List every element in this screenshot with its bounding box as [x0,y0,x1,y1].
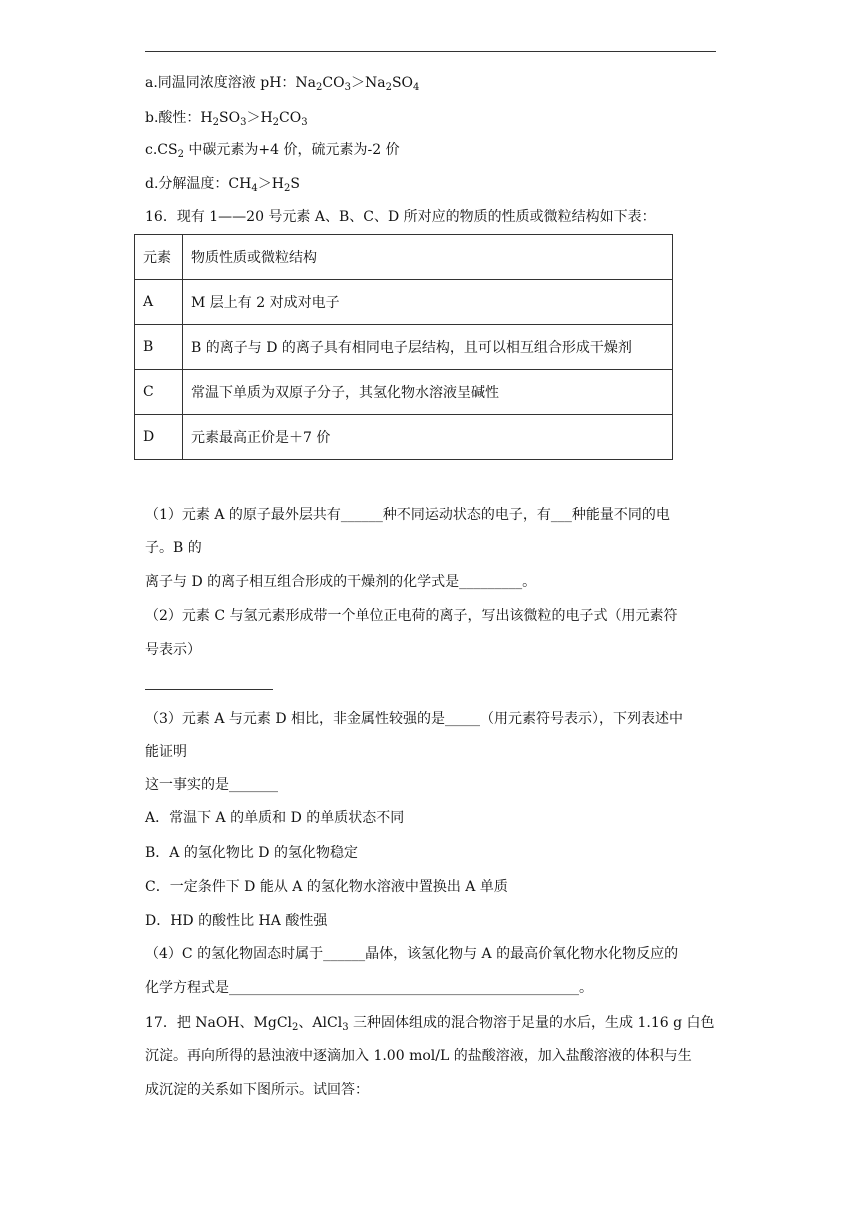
part-2-line-1: （2）元素 C 与氢元素形成带一个单位正电荷的离子，写出该微粒的电子式（用元素符 [145,608,678,624]
part-4-line-1: （4）C 的氢化物固态时属于______晶体，该氢化物与 A 的最高价氧化物水化物反应的 [145,946,679,962]
question-17-line-3: 成沉淀的关系如下图所示。试回答： [145,1082,369,1098]
part-4-line-2: 化学方程式是__________________________________________________。 [145,980,593,996]
option-d-line: d.分解温度：$CH_4>H_2S$ [145,176,300,194]
table-row [135,280,673,325]
header-rule [145,51,716,52]
table-cell: 元素最高正价是＋7 价 [183,415,673,460]
option-c-line: $c.CS_2$ 中碳元素为+4 价，硫元素为-2 价 [145,142,400,160]
part-1-line-3: 离子与 D 的离子相互组合形成的干燥剂的化学式是_________。 [145,574,537,590]
choice-a: A．常温下 A 的单质和 D 的单质状态不同 [145,810,405,826]
table-cell: 元素 [135,235,183,280]
table-cell: B [135,325,183,370]
part-2-line-2: 号表示） [145,642,201,658]
element-properties-table [134,234,673,460]
table-cell: A [135,280,183,325]
option-a-line: a.同温同浓度溶液 pH：$Na_2CO_3>Na_2SO_4$ [145,75,420,93]
table-cell: 物质性质或微粒结构 [183,235,673,280]
part-3-line-2: 能证明 [145,744,187,760]
choice-d: D．HD 的酸性比 HA 酸性强 [145,913,328,929]
question-17-line-2: 沉淀。再向所得的悬浊液中逐滴加入 1.00 mol/L 的盐酸溶液，加入盐酸溶液的体积与生 [145,1048,692,1064]
table-cell: 常温下单质为双原子分子，其氢化物水溶液呈碱性 [183,370,673,415]
table-cell: D [135,415,183,460]
answer-blank-line [145,689,273,690]
part-3-line-1: （3）元素 A 与元素 D 相比，非金属性较强的是_____（用元素符号表示），下列表述中 [145,711,684,727]
choice-c: C．一定条件下 D 能从 A 的氢化物水溶液中置换出 A 单质 [145,879,508,895]
question-16-intro: 16．现有 1——20 号元素 A、B、C、D 所对应的物质的性质或微粒结构如下表： [145,209,656,225]
table-row [135,370,673,415]
option-b-line: b.酸性：$H_2SO_3>H_2CO_3$ [145,110,308,128]
table-row [135,415,673,460]
choice-b: B．A 的氢化物比 D 的氢化物稳定 [145,845,358,861]
table-row [135,325,673,370]
question-17-line-1: 17．把 NaOH、MgCl$_2$、AlCl$_3$ 三种固体组成的混合物溶于足量的水后，生成 1.16 g 白色 [145,1015,715,1033]
table-cell: B 的离子与 D 的离子具有相同电子层结构，且可以相互组合形成干燥剂 [183,325,673,370]
part-1-line-1: （1）元素 A 的原子最外层共有______种不同运动状态的电子，有___种能量不同的电 [145,507,670,523]
part-1-line-2: 子。B 的 [145,540,202,556]
table-cell: M 层上有 2 对成对电子 [183,280,673,325]
table-cell: C [135,370,183,415]
part-3-line-3: 这一事实的是_______ [145,777,278,793]
table-header-row [135,235,673,280]
